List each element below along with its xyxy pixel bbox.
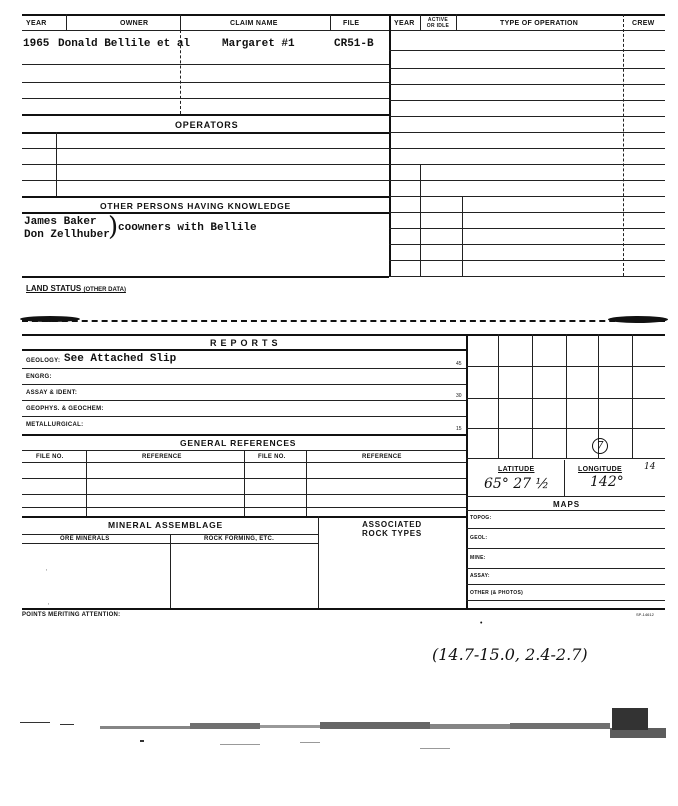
claim-file: CR51-B [334,38,374,50]
other-persons-note: coowners with Bellile [118,222,257,234]
ore-minerals-header: ORE MINERALS [60,536,110,542]
maps-other-label: OTHER (& PHOTOS) [470,590,524,596]
operators-title: OPERATORS [175,120,239,130]
claim-owner: Donald Bellile et al [58,38,191,50]
points-meriting-attention-label: POINTS MERITING ATTENTION: [22,612,121,618]
file-no-header-2: FILE NO. [258,454,286,460]
claim-year: 1965 [23,38,50,50]
longitude-label: LONGITUDE [578,466,622,473]
land-status-text: LAND STATUS [26,284,82,293]
claim-name-header: CLAIM NAME [230,20,278,27]
general-references-title: GENERAL REFERENCES [180,438,297,448]
maps-assay-label: ASSAY: [470,573,490,579]
year2-header: YEAR [394,20,415,27]
file-header: FILE [343,20,360,27]
maps-title: MAPS [553,500,581,509]
land-status-label [26,284,126,293]
mineral-assemblage-title: MINERAL ASSEMBLAGE [108,520,223,530]
crew-header: CREW [632,20,655,27]
longitude-value: 142° [590,474,624,490]
longitude-note: 14 [644,462,656,472]
reference-header-1: REFERENCE [142,454,182,460]
coordinates-note: (14.7-15.0, 2.4-2.7) [432,645,588,664]
land-status-sublabel: (OTHER DATA) [83,287,126,293]
other-persons-title: OTHER PERSONS HAVING KNOWLEDGE [100,201,292,211]
maps-topog-label: TOPOG: [470,515,492,521]
year-header: YEAR [26,20,47,27]
circled-number-value: 7 [596,439,604,452]
reference-header-2: REFERENCE [362,454,402,460]
claim-name: Margaret #1 [222,38,295,50]
latitude-label: LATITUDE [498,466,535,473]
maps-mine-label: MINE: [470,555,486,561]
file-no-header-1: FILE NO. [36,454,64,460]
assay-ident-label: ASSAY & IDENT: [26,390,78,396]
owner-header: OWNER [120,20,149,27]
report-num-30: 30 [456,393,462,399]
rock-forming-header: ROCK FORMING, ETC. [204,536,275,542]
active-idle-header: ACTIVE OR IDLE [426,17,450,29]
scan-noise [20,708,670,758]
engrg-label: ENGRG: [26,374,52,380]
geophys-label: GEOPHYS. & GEOCHEM: [26,406,104,412]
latitude-value: 65° 27 ½ [484,476,550,492]
report-num-15: 15 [456,426,462,432]
other-person-2: Don Zellhuber [24,229,110,241]
geology-value: See Attached Slip [64,353,177,365]
type-of-operation-header: TYPE OF OPERATION [500,20,579,27]
reports-title: REPORTS [210,338,282,348]
form-number: SP-14612 [636,612,654,617]
circled-number [592,438,608,454]
geology-label: GEOLOGY: [26,358,61,364]
associated-rock-types-header: ASSOCIATED ROCK TYPES [361,520,422,538]
brace-icon: ) [108,212,119,242]
metallurgical-label: METALLURGICAL: [26,422,84,428]
maps-geol-label: GEOL: [470,535,488,541]
report-num-45: 45 [456,361,462,367]
other-person-1: James Baker [24,216,97,228]
